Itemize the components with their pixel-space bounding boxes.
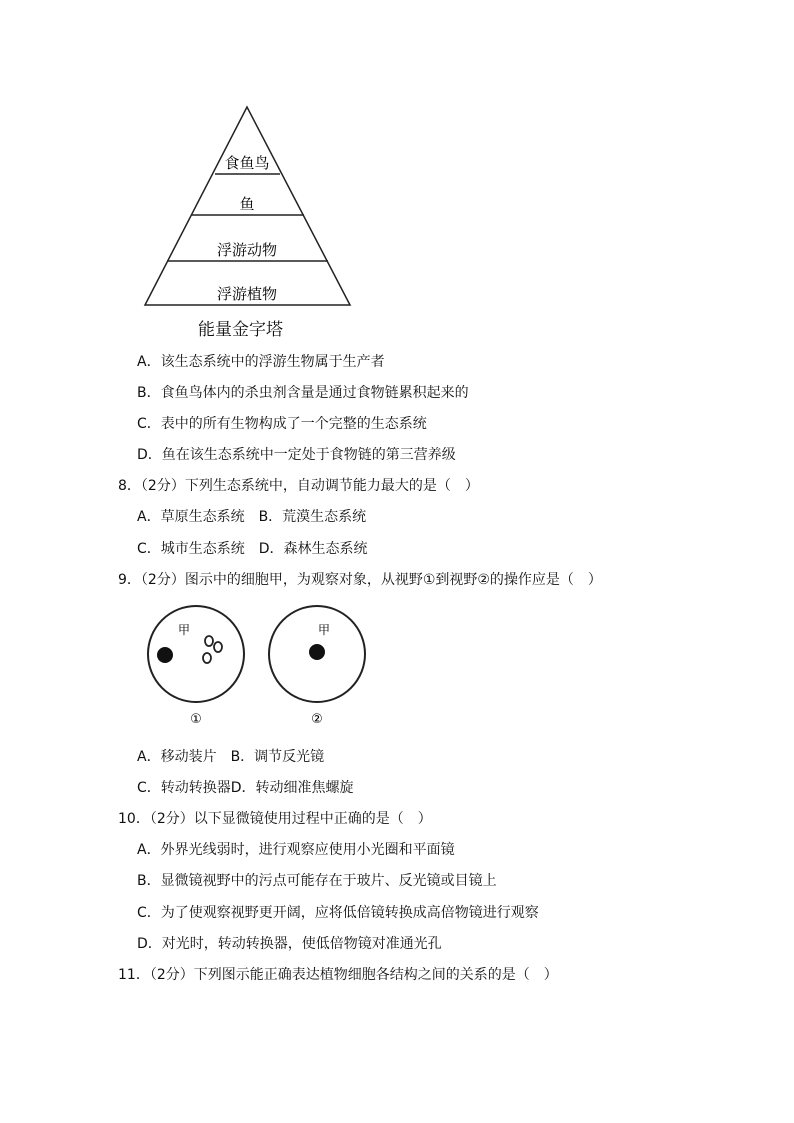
q7-option-c: C．表中的所有生物构成了一个完整的生态系统 xyxy=(137,416,427,432)
energy-pyramid-figure xyxy=(140,104,355,309)
view-1-cell-small-2 xyxy=(214,642,222,652)
view-1-cell-small-3 xyxy=(203,653,211,663)
view-2-label: ② xyxy=(311,712,323,726)
microscope-views-figure xyxy=(140,604,380,726)
pyramid-level-3: 浮游动物 xyxy=(216,241,278,259)
pyramid-level-2: 鱼 xyxy=(239,195,255,213)
q10-option-a: A．外界光线弱时，进行观察应使用小光圈和平面镜 xyxy=(137,842,455,858)
q8-stem: 8．（2分）下列生态系统中，自动调节能力最大的是（ ） xyxy=(118,478,479,494)
view-1-cell-jia xyxy=(157,647,173,663)
q9-stem: 9．（2分）图示中的细胞甲，为观察对象，从视野①到视野②的操作应是（ ） xyxy=(118,572,602,588)
q8-options-row-2: C．城市生态系统 D．森林生态系统 xyxy=(137,541,368,557)
q7-option-a: A．该生态系统中的浮游生物属于生产者 xyxy=(137,354,385,370)
pyramid-level-1: 食鱼鸟 xyxy=(224,154,270,172)
q7-option-b: B．食鱼鸟体内的杀虫剂含量是通过食物链累积起来的 xyxy=(137,385,469,401)
q10-stem: 10．（2分）以下显微镜使用过程中正确的是（ ） xyxy=(118,811,432,827)
view-1-label: ① xyxy=(190,712,202,726)
q10-option-c: C．为了使观察视野更开阔，应将低倍镜转换成高倍物镜进行观察 xyxy=(137,905,539,921)
q9-options-row-1: A．移动装片 B．调节反光镜 xyxy=(137,749,325,765)
view-2-cell-label: 甲 xyxy=(318,623,331,637)
q11-stem: 11．（2分）下列图示能正确表达植物细胞各结构之间的关系的是（ ） xyxy=(118,967,558,983)
q10-option-d: D．对光时，转动转换器，使低倍物镜对准通光孔 xyxy=(137,936,442,952)
view-1-cell-small-1 xyxy=(205,636,213,646)
view-2-cell-jia xyxy=(309,644,325,660)
q8-options-row-1: A．草原生态系统 B．荒漠生态系统 xyxy=(137,509,367,525)
q9-options-row-2: C．转动转换器D．转动细准焦螺旋 xyxy=(137,780,354,796)
pyramid-caption: 能量金字塔 xyxy=(198,320,283,340)
q10-option-b: B．显微镜视野中的污点可能存在于玻片、反光镜或目镜上 xyxy=(137,873,497,889)
q7-option-d: D．鱼在该生态系统中一定处于食物链的第三营养级 xyxy=(137,447,456,463)
pyramid-level-4: 浮游植物 xyxy=(216,285,278,303)
view-1-cell-label: 甲 xyxy=(178,623,191,637)
